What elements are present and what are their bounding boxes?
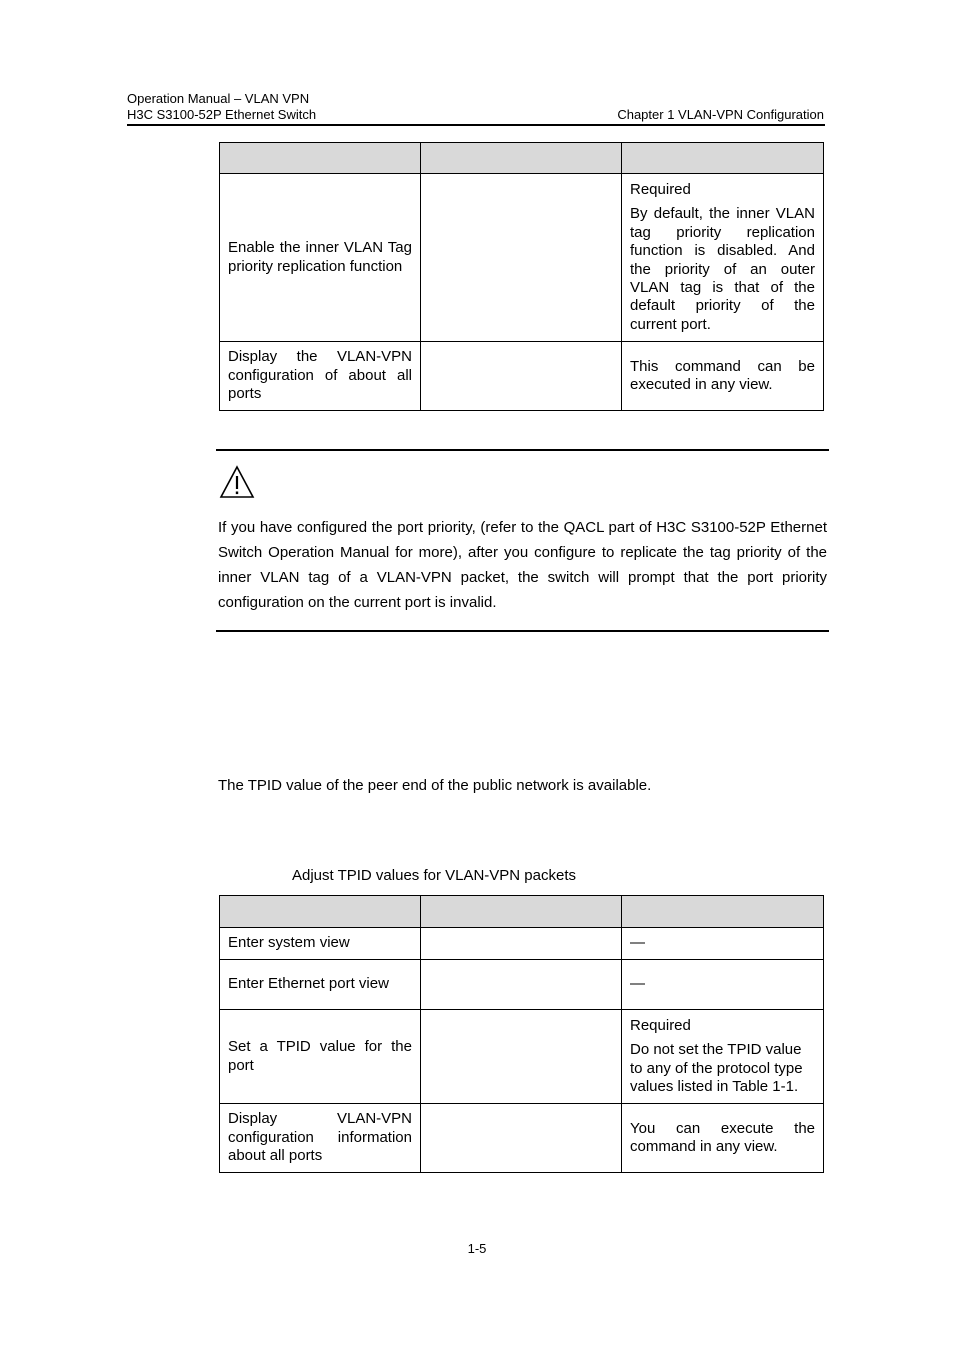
- remarks-line: —: [630, 975, 645, 993]
- remarks-cell: [622, 1010, 824, 1104]
- header-rule: [127, 124, 825, 126]
- command-cell: [421, 928, 622, 960]
- header-cell: [220, 143, 421, 174]
- remarks-cell: [622, 928, 824, 960]
- command-cell: [421, 342, 622, 411]
- header-cell: [421, 896, 622, 928]
- table-caption: Adjust TPID values for VLAN-VPN packets: [292, 867, 577, 884]
- command-cell: [421, 1104, 622, 1173]
- operation-cell: Enter Ethernet port view: [220, 960, 421, 1010]
- remarks-line: This command can be executed in any view.: [630, 357, 815, 393]
- header-cell: [622, 143, 824, 174]
- remarks-cell: [622, 174, 824, 342]
- caution-bottom-rule: [216, 630, 829, 632]
- chapter-title: Chapter 1 VLAN-VPN Configuration: [617, 107, 824, 122]
- remarks-line: Required: [630, 1016, 691, 1034]
- table-row: [220, 1104, 824, 1173]
- operation-cell: Display the VLAN-VPN configuration of about all ports: [220, 342, 421, 411]
- table-header-row: [220, 896, 824, 928]
- caution-top-rule: [216, 449, 829, 451]
- remarks-cell: [622, 960, 824, 1010]
- header-cell: [220, 896, 421, 928]
- remarks-line: By default, the inner VLAN tag priority replication function is disabled. And the priority of an outer VLAN tag is that of the default priority of the current port.: [630, 205, 815, 333]
- command-cell: [421, 960, 622, 1010]
- inner-vlan-priority-table: [219, 142, 824, 411]
- remarks-line: —: [630, 934, 645, 952]
- table-row: [220, 1010, 824, 1104]
- remarks-line: Required: [630, 180, 691, 198]
- caution-icon: [219, 465, 255, 499]
- header-cell: [622, 896, 824, 928]
- running-header-left: [127, 91, 316, 123]
- table-header-row: [220, 143, 824, 174]
- table-row: [220, 342, 824, 411]
- remarks-cell: [622, 1104, 841, 1173]
- table-row: [220, 174, 824, 342]
- remarks-cell: [622, 342, 824, 411]
- table-row: [220, 928, 824, 960]
- tpid-table: [219, 895, 841, 1173]
- operation-cell: Display VLAN-VPN configuration information about all ports: [220, 1104, 421, 1173]
- operation-cell: Set a TPID value for the port: [220, 1010, 421, 1104]
- page-number: 1-5: [467, 1241, 487, 1256]
- caution-text: If you have configured the port priority, (refer to the QACL part of H3C S3100-52P Ethernet Switch Operation Manual for more), after you configure to replicate the tag priority of the inner VLAN tag of a VLAN-VPN packet, the switch will prompt that the port priority configuration on the current port is invalid.: [218, 519, 827, 611]
- remarks-line: Do not set the TPID value to any of the protocol type values listed in Table 1-1.: [630, 1041, 803, 1095]
- operation-cell: Enter system view: [220, 928, 421, 960]
- remarks-line: You can execute the command in any view.: [630, 1119, 841, 1155]
- product-name: H3C S3100-52P Ethernet Switch: [127, 107, 317, 122]
- command-cell: [421, 174, 622, 342]
- command-cell: [421, 1010, 622, 1104]
- header-cell: [421, 143, 622, 174]
- table-row: [220, 960, 824, 1010]
- manual-title: Operation Manual – VLAN VPN: [127, 91, 310, 106]
- operation-cell: Enable the inner VLAN Tag priority replication function: [220, 174, 421, 342]
- body-paragraph: The TPID value of the peer end of the public network is available.: [218, 777, 652, 794]
